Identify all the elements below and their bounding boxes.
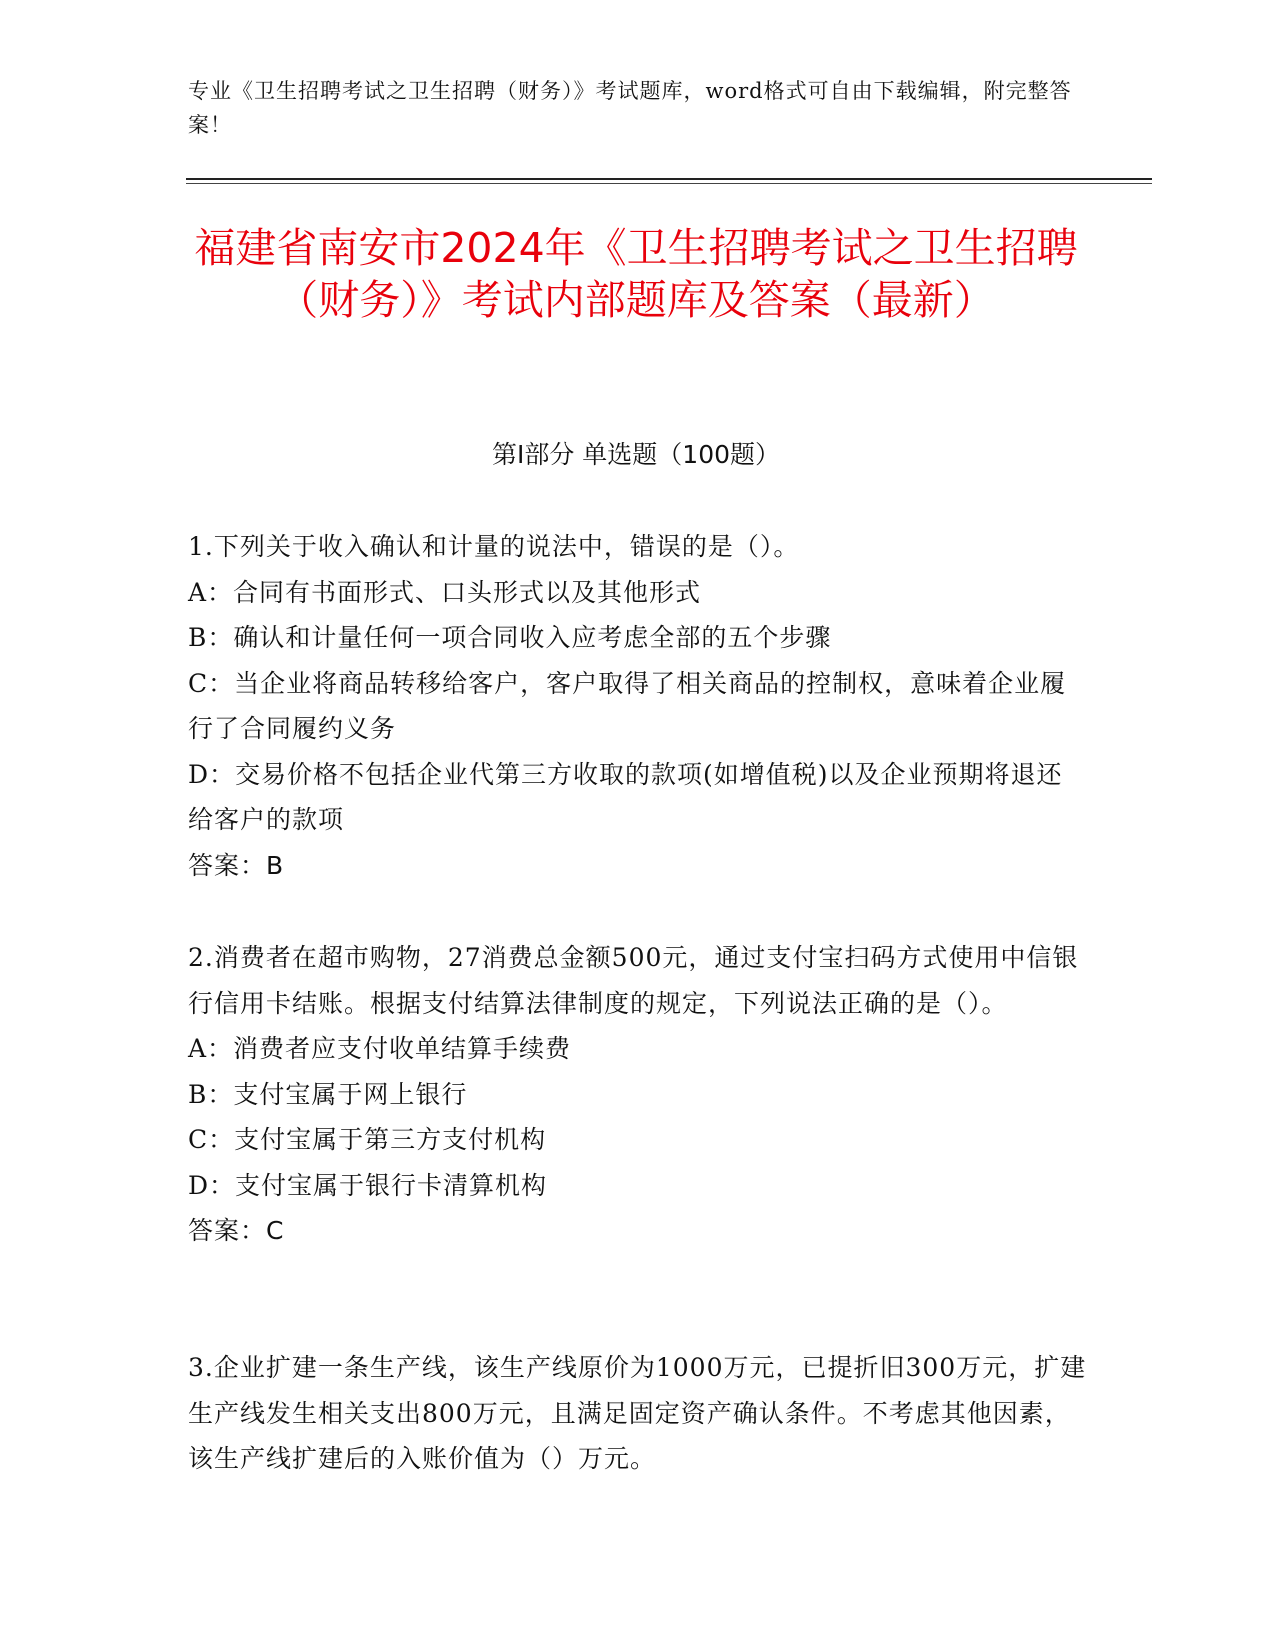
option-a: A：消费者应支付收单结算手续费 <box>188 1034 572 1063</box>
answer: 答案：B <box>188 850 285 880</box>
option-d: D：支付宝属于银行卡清算机构 <box>188 1170 548 1200</box>
question-3 <box>188 1345 1088 1482</box>
question-2 <box>188 935 1088 1254</box>
header-divider-thick <box>186 178 1152 180</box>
question-stem: 2.消费者在超市购物，27消费总金额500元，通过支付宝扫码方式使用中信银行信用卡结账。根据支付结算法律制度的规定，下列说法正确的是（）。 <box>188 943 1079 1018</box>
section-heading: 第I部分 单选题（100题） <box>491 440 781 469</box>
document-title: 福建省南安市2024年《卫生招聘考试之卫生招聘（财务）》考试内部题库及答案（最新） <box>194 224 1078 324</box>
option-d: D：交易价格不包括企业代第三方收取的款项(如增值税)以及企业预期将退还给客户的款项 <box>188 759 1063 834</box>
answer: 答案：C <box>188 1216 285 1245</box>
option-b: B：支付宝属于网上银行 <box>188 1079 468 1109</box>
question-stem: 3.企业扩建一条生产线，该生产线原价为1000万元，已提折旧300万元，扩建生产线发生相关支出800万元，且满足固定资产确认条件。不考虑其他因素，该生产线扩建后的入账价值为（）万元。 <box>188 1353 1087 1473</box>
option-c: C：当企业将商品转移给客户，客户取得了相关商品的控制权，意味着企业履行了合同履约义务 <box>188 668 1067 743</box>
option-a: A：合同有书面形式、口头形式以及其他形式 <box>188 577 702 607</box>
header-divider-thin <box>186 183 1152 184</box>
option-b: B：确认和计量任何一项合同收入应考虑全部的五个步骤 <box>188 623 832 652</box>
option-c: C：支付宝属于第三方支付机构 <box>188 1125 547 1154</box>
question-stem: 1.下列关于收入确认和计量的说法中，错误的是（）。 <box>188 532 800 561</box>
header-note: 专业《卫生招聘考试之卫生招聘（财务）》考试题库，word格式可自由下载编辑，附完整答案！ <box>188 79 1072 137</box>
question-1 <box>188 524 1088 888</box>
